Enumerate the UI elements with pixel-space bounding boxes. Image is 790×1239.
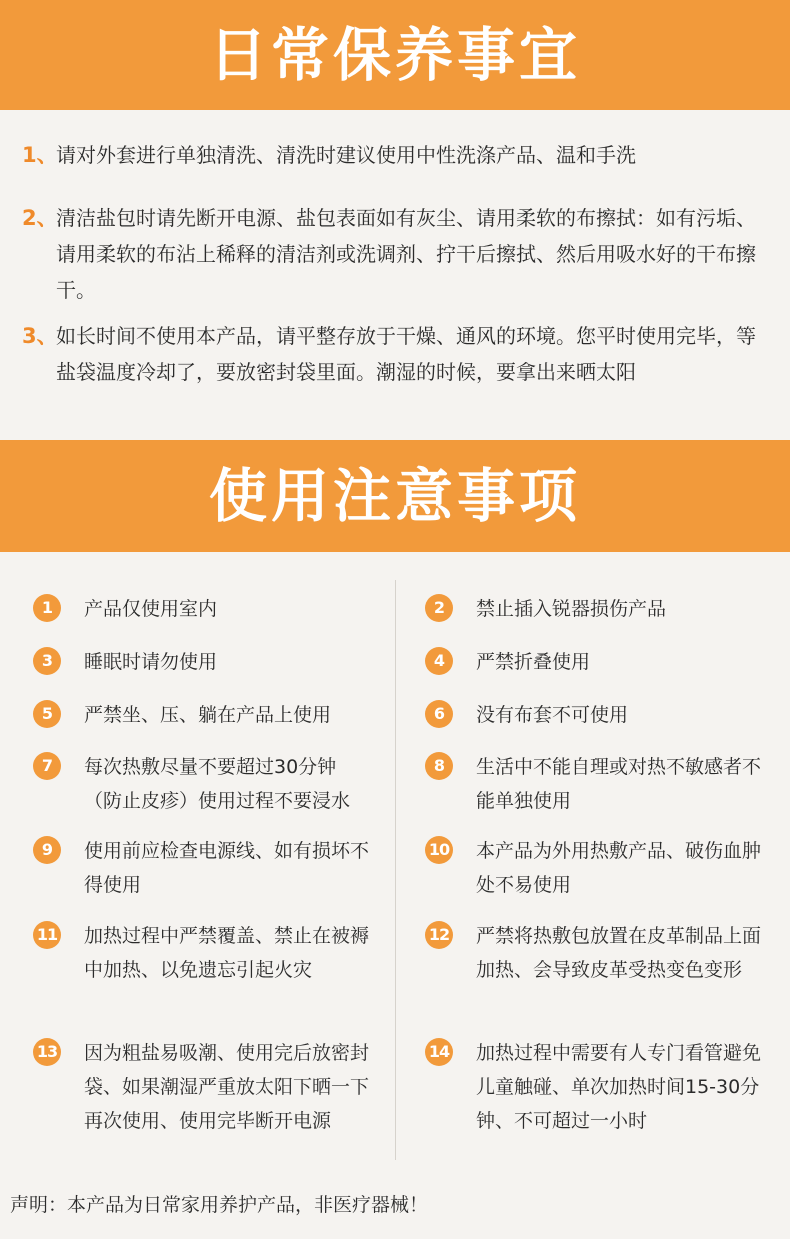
care-section-title: 日常保养事宜 [0, 0, 790, 110]
note-number-badge: 4 [425, 647, 453, 675]
note-number-badge: 9 [33, 836, 61, 864]
note-item [33, 834, 373, 902]
note-item [425, 834, 770, 902]
note-number-badge: 13 [33, 1038, 61, 1066]
note-text: 禁止插入锐器损伤产品 [476, 598, 667, 620]
note-text: 严禁坐、压、躺在产品上使用 [84, 704, 332, 726]
note-number-badge: 8 [425, 752, 453, 780]
care-item-number: 1、 [22, 143, 58, 167]
note-item [425, 750, 770, 818]
note-item [33, 645, 373, 679]
note-item [425, 698, 770, 732]
note-text: 产品仅使用室内 [84, 598, 218, 620]
note-text: 没有布套不可使用 [476, 704, 629, 726]
note-number-badge: 10 [425, 836, 453, 864]
care-item-number: 2、 [22, 206, 58, 230]
notes-section-title: 使用注意事项 [0, 440, 790, 552]
note-text: 每次热敷尽量不要超过30分钟（防止皮疹）使用过程不要浸水 [84, 756, 351, 812]
disclaimer-statement: 声明：本产品为日常家用养护产品，非医疗器械！ [10, 1194, 429, 1216]
note-text: 本产品为外用热敷产品、破伤血肿处不易使用 [476, 840, 762, 896]
note-text: 加热过程中严禁覆盖、禁止在被褥中加热、以免遗忘引起火灾 [84, 925, 370, 981]
care-item [22, 318, 772, 390]
note-number-badge: 11 [33, 921, 61, 949]
note-number-badge: 2 [425, 594, 453, 622]
note-item [33, 592, 373, 626]
note-item [33, 698, 373, 732]
note-item [425, 645, 770, 679]
note-text: 因为粗盐易吸潮、使用完后放密封袋、如果潮湿严重放太阳下晒一下再次使用、使用完毕断开电源 [84, 1042, 370, 1132]
note-item [425, 592, 770, 626]
note-text: 使用前应检查电源线、如有损坏不得使用 [84, 840, 370, 896]
note-number-badge: 6 [425, 700, 453, 728]
note-item [33, 919, 373, 987]
care-list [0, 110, 790, 440]
column-divider [395, 580, 396, 1160]
note-item [33, 750, 373, 818]
note-text: 生活中不能自理或对热不敏感者不能单独使用 [476, 756, 762, 812]
note-number-badge: 3 [33, 647, 61, 675]
note-text: 严禁将热敷包放置在皮革制品上面加热、会导致皮革受热变色变形 [476, 925, 762, 981]
care-item [22, 137, 772, 173]
note-number-badge: 5 [33, 700, 61, 728]
note-text: 严禁折叠使用 [476, 651, 591, 673]
note-item [425, 919, 770, 987]
note-number-badge: 12 [425, 921, 453, 949]
care-item [22, 200, 772, 308]
notes-list [0, 552, 790, 1182]
note-text: 加热过程中需要有人专门看管避免儿童触碰、单次加热时间15-30分钟、不可超过一小时 [476, 1042, 762, 1132]
note-number-badge: 14 [425, 1038, 453, 1066]
note-number-badge: 1 [33, 594, 61, 622]
care-item-number: 3、 [22, 324, 58, 348]
note-item [425, 1036, 770, 1138]
care-item-text: 请对外套进行单独清洗、清洗时建议使用中性洗涤产品、温和手洗 [56, 143, 636, 167]
care-item-text: 清洁盐包时请先断开电源、盐包表面如有灰尘、请用柔软的布擦拭：如有污垢、请用柔软的布沾上稀释的清洁剂或洗调剂、拧干后擦拭、然后用吸水好的干布擦干。 [56, 206, 756, 302]
note-text: 睡眠时请勿使用 [84, 651, 218, 673]
care-item-text: 如长时间不使用本产品，请平整存放于干燥、通风的环境。您平时使用完毕，等盐袋温度冷却了，要放密封袋里面。潮湿的时候，要拿出来晒太阳 [56, 324, 756, 384]
note-item [33, 1036, 373, 1138]
note-number-badge: 7 [33, 752, 61, 780]
